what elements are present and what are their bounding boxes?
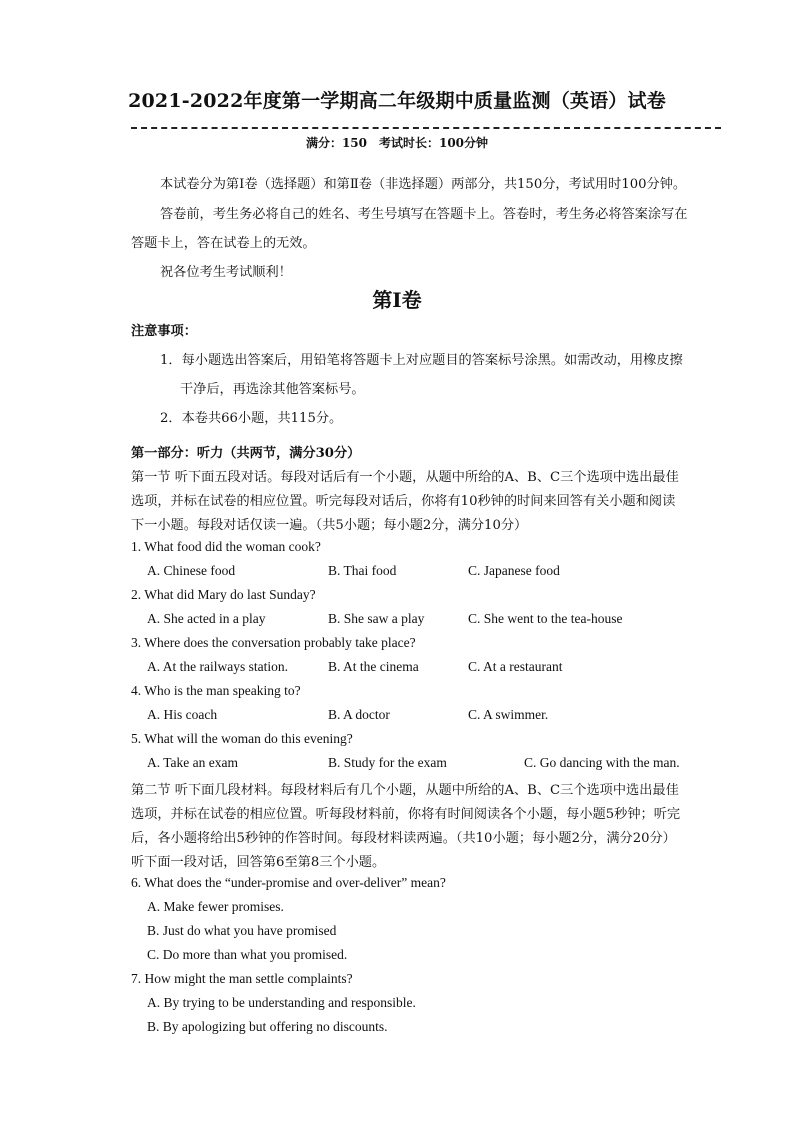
section-1-instructions-line-1: 第一节 听下面五段对话。每段对话后有一个小题，从题中所给的A、B、C三个选项中选出最佳 [131,470,679,485]
note-2: 2．本卷共66小题，共115分。 [160,411,343,426]
section-1-instructions-line-2: 选项，并标在试卷的相应位置。听完每段对话后，你将有10秒钟的时间来回答有关小题和阅读 [131,494,676,509]
question-5-option-c: C. Go dancing with the man. [524,755,680,770]
section-2-instructions-line-2: 选项，并标在试卷的相应位置。听每段材料前，你将有时间阅读各个小题，每小题5秒钟；听完 [131,807,681,822]
question-6-option-b: B. Just do what you have promised [147,923,337,938]
question-2-option-c: C. She went to the tea-house [468,611,623,626]
note-1-line-2: 干净后，再选涂其他答案标号。 [180,382,365,397]
question-3-option-a: A. At the railways station. [147,659,288,674]
part-1-title: 第一部分：听力（共两节，满分30分） [131,446,361,461]
question-3-option-c: C. At a restaurant [468,659,563,674]
question-3-stem: 3. Where does the conversation probably take place? [131,635,416,650]
question-3-option-b: B. At the cinema [328,659,419,674]
question-1-option-a: A. Chinese food [147,563,236,578]
exam-subtitle: 满分：150 考试时长：100分钟 [305,136,489,150]
question-2-option-a: A. She acted in a play [147,611,266,626]
notes-title: 注意事项： [131,324,197,339]
question-7-option-b: B. By apologizing but offering no discounts. [147,1019,388,1034]
question-7-stem: 7. How might the man settle complaints? [131,971,353,986]
question-1-stem: 1. What food did the woman cook? [131,539,321,554]
title-divider [131,127,721,129]
intro-paragraph-3: 祝各位考生考试顺利！ [160,265,292,280]
question-2-option-b: B. She saw a play [328,611,425,626]
question-2-stem: 2. What did Mary do last Sunday? [131,587,316,602]
question-5-stem: 5. What will the woman do this evening? [131,731,353,746]
section-2-instructions-line-3: 后，各小题将给出5秒钟的作答时间。每段材料读两遍。（共10小题；每小题2分，满分20分） [131,831,676,846]
section-2-instructions-line-4: 听下面一段对话，回答第6至第8三个小题。 [131,855,386,870]
intro-paragraph-1: 本试卷分为第Ⅰ卷（选择题）和第Ⅱ卷（非选择题）两部分，共150分，考试用时100分钟。 [160,177,687,192]
question-6-stem: 6. What does the “under-promise and over-deliver” mean? [131,875,446,890]
section-1-instructions-line-3: 下一小题。每段对话仅读一遍。（共5小题；每小题2分，满分10分） [131,518,528,533]
question-5-option-a: A. Take an exam [147,755,239,770]
question-7-option-a: A. By trying to be understanding and responsible. [147,995,416,1010]
question-4-stem: 4. Who is the man speaking to? [131,683,301,698]
section-2-instructions-line-1: 第二节 听下面几段材料。每段材料后有几个小题，从题中所给的A、B、C三个选项中选出最佳 [131,783,679,798]
question-1-option-c: C. Japanese food [468,563,560,578]
question-4-option-b: B. A doctor [328,707,390,722]
note-1-line-1: 1．每小题选出答案后，用铅笔将答题卡上对应题目的答案标号涂黑。如需改动，用橡皮擦 [160,353,683,368]
question-1-option-b: B. Thai food [328,563,397,578]
question-6-option-c: C. Do more than what you promised. [147,947,348,962]
question-4-option-c: C. A swimmer. [468,707,549,722]
intro-paragraph-2-line-2: 答题卡上，答在试卷上的无效。 [131,236,316,251]
exam-title: 2021-2022年度第一学期高二年级期中质量监测（英语）试卷 [128,90,666,112]
question-5-option-b: B. Study for the exam [328,755,447,770]
question-4-option-a: A. His coach [147,707,218,722]
question-6-option-a: A. Make fewer promises. [147,899,284,914]
volume-1-title: 第Ⅰ卷 [372,288,422,312]
intro-paragraph-2-line-1: 答卷前，考生务必将自己的姓名、考生号填写在答题卡上。答卷时，考生务必将答案涂写在 [160,207,688,222]
